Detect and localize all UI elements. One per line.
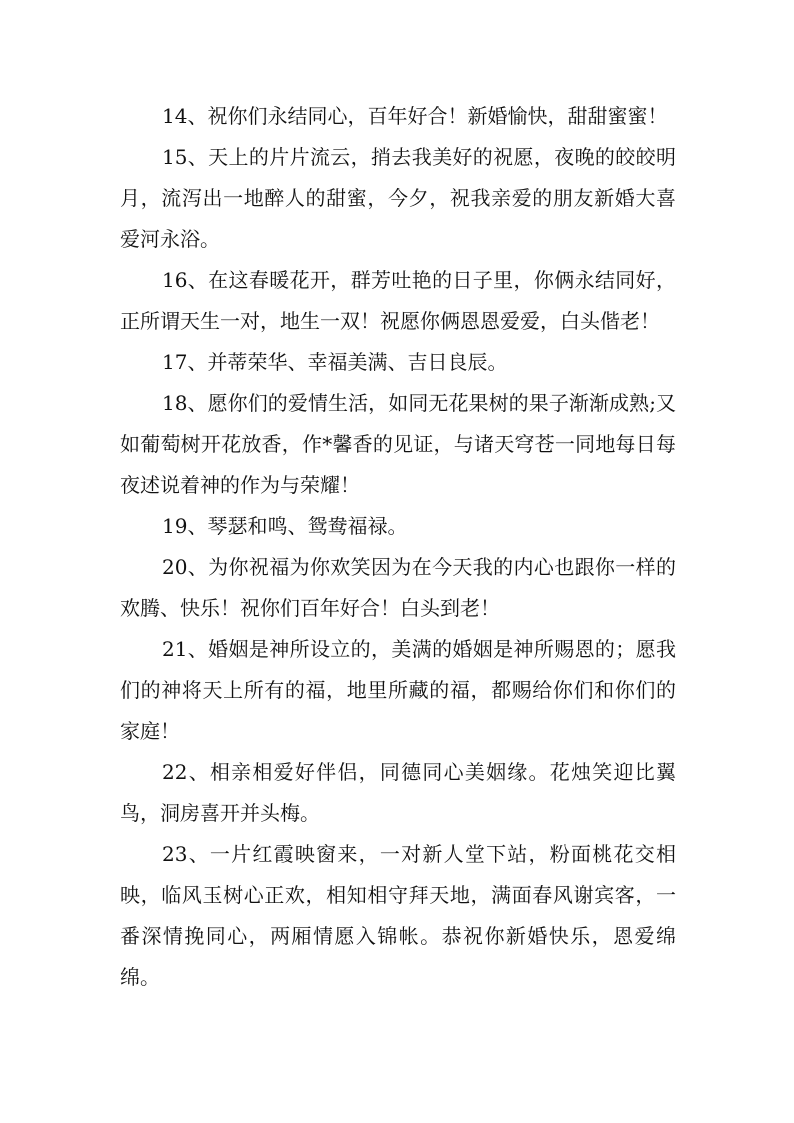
paragraph-22: 22、相亲相爱好伴侣，同德同心美姻缘。花烛笑迎比翼鸟，洞房喜开并头梅。 <box>120 760 676 825</box>
paragraph-23: 23、一片红霞映窗来，一对新人堂下站，粉面桃花交相映，临风玉树心正欢，相知相守拜天地，满面春风谢宾客，一番深情挽同心，两厢情愿入锦帐。恭祝你新婚快乐，恩爱绵绵。 <box>120 842 676 989</box>
document-body <box>120 96 676 998</box>
paragraph-18: 18、愿你们的爱情生活，如同无花果树的果子渐渐成熟;又如葡萄树开花放香，作*馨香的见证，与诸天穹苍一同地每日每夜述说着神的作为与荣耀！ <box>120 391 676 497</box>
paragraph-16: 16、在这春暖花开，群芳吐艳的日子里，你俩永结同好，正所谓天生一对，地生一双！祝愿你俩恩恩爱爱，白头偕老！ <box>120 268 676 333</box>
paragraph-14: 14、祝你们永结同心，百年好合！新婚愉快，甜甜蜜蜜！ <box>162 104 668 128</box>
paragraph-19: 19、琴瑟和鸣、鸳鸯福禄。 <box>162 514 408 538</box>
paragraph-20: 20、为你祝福为你欢笑因为在今天我的内心也跟你一样的欢腾、快乐！祝你们百年好合！白头到老！ <box>120 555 676 620</box>
paragraph-17: 17、并蒂荣华、幸福美满、吉日良辰。 <box>162 350 508 374</box>
paragraph-15: 15、天上的片片流云，捎去我美好的祝愿，夜晚的皎皎明月，流泻出一地醉人的甜蜜，今夕，祝我亲爱的朋友新婚大喜爱河永浴。 <box>120 145 676 251</box>
paragraph-21: 21、婚姻是神所设立的，美满的婚姻是神所赐恩的；愿我们的神将天上所有的福，地里所藏的福，都赐给你们和你们的家庭！ <box>120 637 676 743</box>
